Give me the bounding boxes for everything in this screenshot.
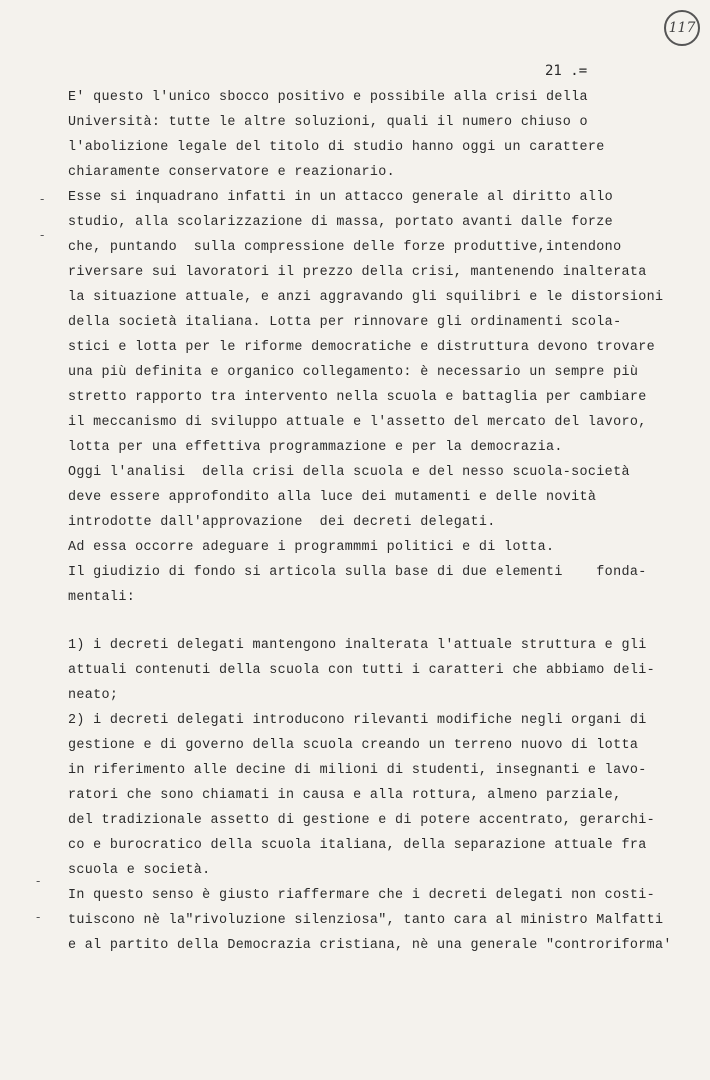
text-line: Il giudizio di fondo si articola sulla base di due elementi fonda- [68,565,647,580]
page-number: 21 .= [545,63,588,79]
text-line: stretto rapporto tra intervento nella scuola e battaglia per cambiare [68,390,647,405]
text-line: una più definita e organico collegamento: è necessario un sempre più [68,365,639,380]
page-stamp [664,10,700,46]
text-line: che, puntando sulla compressione delle forze produttive,intendono [68,240,622,255]
text-line: neato; [68,688,119,703]
text-line: deve essere approfondito alla luce dei mutamenti e delle novità [68,490,597,505]
text-line: 1) i decreti delegati mantengono inalterata l'attuale struttura e gli [68,638,647,653]
text-line: l'abolizione legale del titolo di studio hanno oggi un carattere [68,140,605,155]
text-line: il meccanismo di sviluppo attuale e l'assetto del mercato del lavoro, [68,415,647,430]
text-line: tuiscono nè la"rivoluzione silenziosa", tanto cara al ministro Malfatti [68,913,664,928]
text-line: Università: tutte le altre soluzioni, quali il numero chiuso o [68,115,588,130]
text-line: Oggi l'analisi della crisi della scuola e del nesso scuola-società [68,465,630,480]
text-line: lotta per una effettiva programmazione e per la democrazia. [68,440,563,455]
margin-mark: - [36,910,41,924]
text-line: E' questo l'unico sbocco positivo e possibile alla crisi della [68,90,588,105]
text-line: introdotte dall'approvazione dei decreti delegati. [68,515,496,530]
text-line: ratori che sono chiamati in causa e alla rottura, almeno parziale, [68,788,622,803]
text-line: e al partito della Democrazia cristiana, nè una generale "controriforma' [68,938,672,953]
text-line: stici e lotta per le riforme democratiche e distruttura devono trovare [68,340,655,355]
text-line: 2) i decreti delegati introducono rilevanti modifiche negli organi di [68,713,647,728]
text-line: gestione e di governo della scuola creando un terreno nuovo di lotta [68,738,639,753]
stamp-number: 117 [668,20,696,36]
text-line: riversare sui lavoratori il prezzo della crisi, mantenendo inalterata [68,265,647,280]
text-line: In questo senso è giusto riaffermare che i decreti delegati non costi- [68,888,655,903]
text-line: della società italiana. Lotta per rinnovare gli ordinamenti scola- [68,315,622,330]
margin-mark: - [36,874,41,888]
text-line: scuola e società. [68,863,211,878]
text-line: la situazione attuale, e anzi aggravando gli squilibri e le distorsioni [68,290,664,305]
text-line: studio, alla scolarizzazione di massa, portato avanti dalle forze [68,215,614,230]
text-line: in riferimento alle decine di milioni di studenti, insegnanti e lavo- [68,763,647,778]
text-line: Esse si inquadrano infatti in un attacco generale al diritto allo [68,190,614,205]
text-line: Ad essa occorre adeguare i programmmi politici e di lotta. [68,540,555,555]
text-line: chiaramente conservatore e reazionario. [68,165,396,180]
text-line: attuali contenuti della scuola con tutti i caratteri che abbiamo deli- [68,663,655,678]
margin-mark: - [40,228,45,242]
text-line: del tradizionale assetto di gestione e di potere accentrato, gerarchi- [68,813,655,828]
text-line: mentali: [68,590,136,605]
text-line: co e burocratico della scuola italiana, della separazione attuale fra [68,838,647,853]
margin-mark: - [40,192,45,206]
